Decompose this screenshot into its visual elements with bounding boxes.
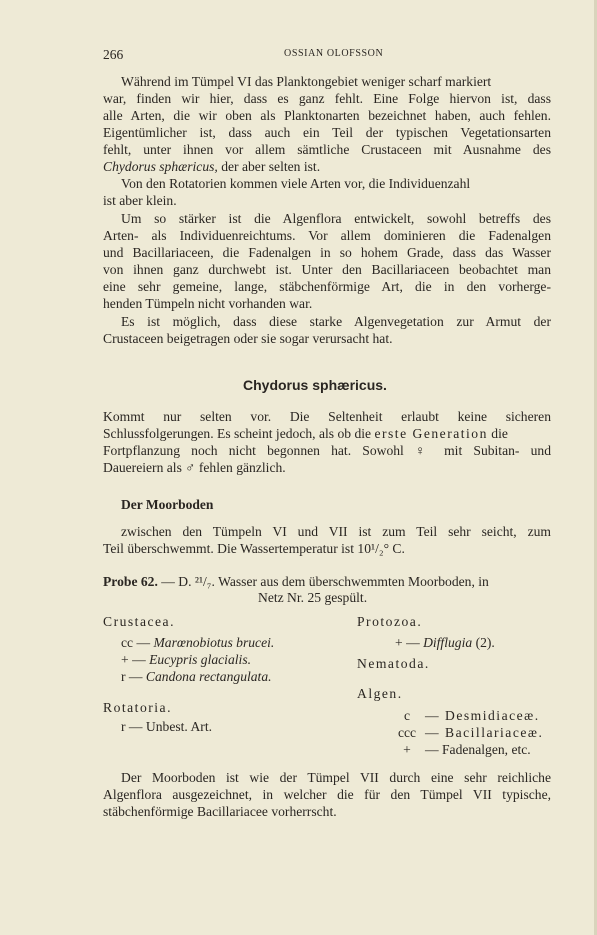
paragraph-line: zwischen den Tümpeln VI und VII ist zum Teil sehr seicht, zum <box>121 524 551 539</box>
abundance-code: ccc <box>397 725 417 740</box>
paragraph-line: Schlussfolgerungen. Es scheint jedoch, als ob die erste Generation die <box>103 426 508 441</box>
paragraph-line: Fortpflanzung noch nicht begonnen hat. Sowohl ♀ mit Subitan- und <box>103 443 551 458</box>
taxon-entry: + — Eucypris glacialis. <box>121 652 252 667</box>
paragraph-line: war, finden wir hier, dass es ganz fehlt. Eine Folge hiervon ist, dass <box>103 91 551 106</box>
paragraph-line: Algenflora ausgezeichnet, in welcher die für den Tümpel VII typische, <box>103 787 551 802</box>
taxon-group-title: Algen. <box>357 686 403 701</box>
paragraph-line: stäbchenförmige Bacillariacee vorherrscht. <box>103 804 337 819</box>
subsection-heading: Der Moorboden <box>121 497 214 512</box>
paragraph-line: Der Moorboden ist wie der Tümpel VII durch eine sehr reichliche <box>121 770 551 785</box>
abundance-code: c <box>403 708 411 723</box>
sample-line: Netz Nr. 25 gespült. <box>258 590 368 605</box>
paragraph-line: Teil überschwemmt. Die Wassertemperatur ist 10¹/₂° C. <box>103 541 405 556</box>
taxon-entry: + — Difflugia (2). <box>395 635 495 650</box>
abundance-code: + <box>403 742 411 757</box>
taxon-group-title: Nematoda. <box>357 656 430 671</box>
paragraph-line: Chydorus sphæricus, der aber selten ist. <box>103 159 321 174</box>
paragraph-line: henden Tümpeln nicht vorhanden war. <box>103 296 313 311</box>
paragraph-line: alle Arten, die wir oben als Planktonarten bezeichnet haben, auch fehlen. <box>103 108 551 123</box>
taxon-entry: r — Unbest. Art. <box>121 719 212 734</box>
taxon-group-title: Crustacea. <box>103 614 175 629</box>
paragraph-line: eine sehr gemeine, lange, stäbchenförmige Art, die in den vorherge- <box>103 279 551 294</box>
paragraph-line: Dauereiern als ♂ fehlen gänzlich. <box>103 460 286 475</box>
taxon-entry: — Bacillariaceæ. <box>425 725 544 740</box>
taxon-entry: — Desmidiaceæ. <box>425 708 540 723</box>
sample-line: Probe 62. — D. ²¹/₇. Wasser aus dem überschwemmten Moorboden, in <box>103 574 489 589</box>
paragraph-line: Eigentümlicher ist, dass auch ein Teil der typischen Vegetationsarten <box>103 125 551 140</box>
running-title: OSSIAN OLOFSSON <box>284 48 384 59</box>
paragraph-line: Arten- als Individuenreichtums. Vor allem dominieren die Fadenalgen <box>103 228 551 243</box>
taxon-group-title: Rotatoria. <box>103 700 172 715</box>
page-header <box>103 47 551 63</box>
paragraph-line: Es ist möglich, dass diese starke Algenvegetation zur Armut der <box>121 314 551 329</box>
species-name: Chydorus sphæricus, <box>103 159 218 174</box>
taxon-entry: cc — Marœnobiotus brucei. <box>121 635 275 650</box>
spaced-emphasis: erste Generation <box>374 426 488 441</box>
section-heading: Chydorus sphæricus. <box>243 377 387 393</box>
paragraph-line: und Bacillariaceen, die Fadenalgen in so hohem Grade, dass das Wasser <box>103 245 551 260</box>
paragraph-line: Während im Tümpel VI das Planktongebiet weniger scharf markiert <box>121 74 492 89</box>
paragraph-line: Kommt nur selten vor. Die Seltenheit erlaubt keine sicheren <box>103 409 551 424</box>
paragraph-line: Von den Rotatorien kommen viele Arten vor, die Individuenzahl <box>121 176 471 191</box>
paragraph-line: von ihnen ganz durchwebt ist. Unter den Bacillariaceen beobachtet man <box>103 262 551 277</box>
paragraph-line: fehlt, unter ihnen vor allem sämtliche Crustaceen mit Ausnahme des <box>103 142 551 157</box>
taxon-entry: r — Candona rectangulata. <box>121 669 272 684</box>
taxon-entry: — Fadenalgen, etc. <box>425 742 531 757</box>
paragraph-line: ist aber klein. <box>103 193 177 208</box>
paragraph-line: Um so stärker ist die Algenflora entwickelt, sowohl betreffs des <box>121 211 551 226</box>
taxon-group-title: Protozoa. <box>357 614 423 629</box>
paragraph-line: Crustaceen beigetragen oder sie sogar verursacht hat. <box>103 331 393 346</box>
sample-label: Probe 62. <box>103 574 158 589</box>
page-number: 266 <box>103 47 124 62</box>
